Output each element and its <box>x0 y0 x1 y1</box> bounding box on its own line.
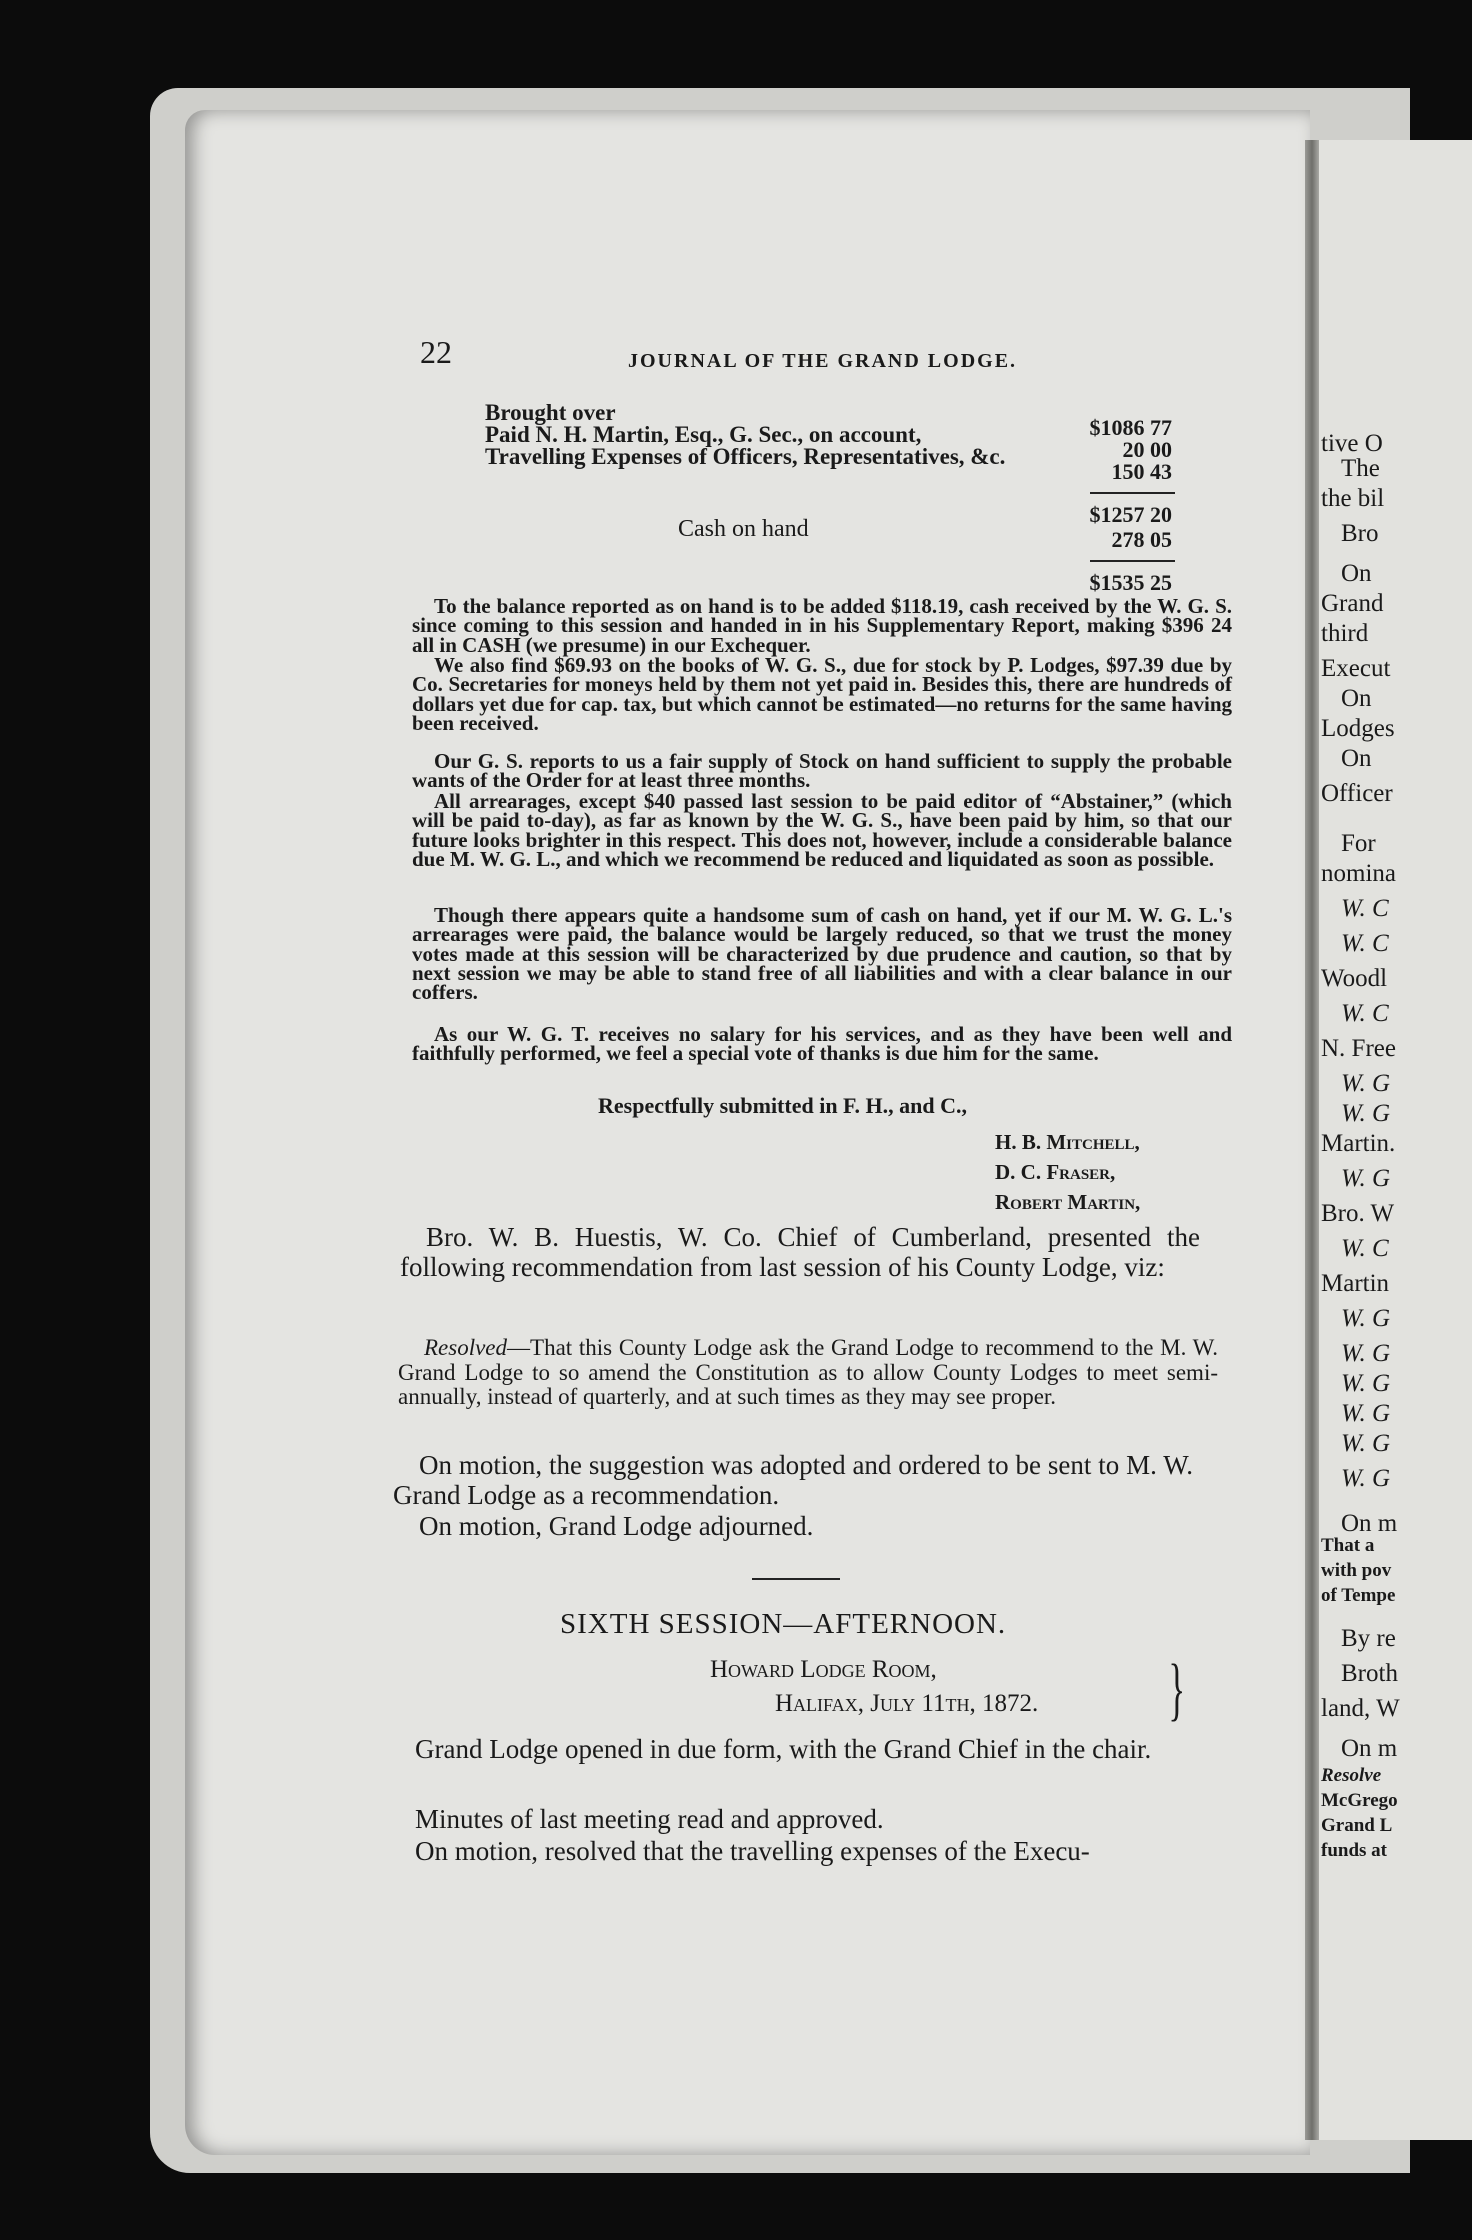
resolved-text: —That this County Lodge ask the Grand Lodge to recommend to the M. W. Grand Lodge to so amend the Constitution as to allow County Lodges to meet semi-annually, instead of quarterly, and at such times as they may see proper. <box>398 1335 1218 1409</box>
facing-page-line: McGrego <box>1321 1790 1398 1811</box>
resolved-paragraph <box>398 1336 1218 1410</box>
account-label: Travelling Expenses of Officers, Representatives, &c. <box>485 444 1006 469</box>
book-gutter <box>1305 140 1319 2140</box>
facing-page-line: W. G <box>1341 1165 1391 1192</box>
book-page-right <box>1319 140 1472 2140</box>
facing-page-line: Martin. <box>1321 1130 1396 1157</box>
facing-page-line: On m <box>1341 1735 1398 1762</box>
sum-rule <box>1090 492 1175 494</box>
facing-page-line: Resolve <box>1321 1765 1382 1786</box>
page-number: 22 <box>420 334 452 370</box>
facing-page-line: On <box>1341 745 1372 772</box>
facing-page-line: of Tempe <box>1321 1585 1396 1606</box>
report-paragraph: To the balance reported as on hand is to be added $118.19, cash received by the W. G. S. since coming to this session and handed in in his Supplementary Report, making $396 24 all in CASH (we presume) in our Exchequer. <box>412 594 1232 657</box>
facing-page-line: nomina <box>1321 860 1396 887</box>
account-amount: $1086 77 <box>1089 415 1172 440</box>
facing-page-line: Woodl <box>1321 965 1388 992</box>
facing-page-line: For <box>1341 830 1376 857</box>
facing-page-line: land, W <box>1321 1695 1400 1722</box>
resolved-label: Resolved <box>424 1335 508 1360</box>
report-paragraph: We also find $69.93 on the books of W. G. S., due for stock by P. Lodges, $97.39 due by Co. Secretaries for moneys held by them not yet paid in. Besides this, there are hundreds of dollars yet due for cap. tax, but which cannot be estimated—no returns for the same having been received. <box>412 653 1232 735</box>
facing-page-line: W. G <box>1341 1400 1391 1427</box>
signatory: Robert Martin, <box>995 1190 1141 1214</box>
facing-page-line: Martin <box>1321 1270 1390 1297</box>
facing-page-line: funds at <box>1321 1840 1387 1861</box>
session-paragraph: On motion, resolved that the travelling expenses of the Execu- <box>415 1836 1090 1866</box>
running-title: JOURNAL OF THE GRAND LODGE. <box>628 350 1018 372</box>
facing-page-line: Grand L <box>1321 1815 1393 1836</box>
cash-amount: 278 05 <box>1111 527 1172 552</box>
report-paragraph: Our G. S. reports to us a fair supply of Stock on hand sufficient to supply the probable wants of the Order for at least three months. <box>412 749 1232 793</box>
huestis-paragraph: Bro. W. B. Huestis, W. Co. Chief of Cumberland, presented the following recommendation from last session of his County Lodge, viz: <box>400 1222 1200 1282</box>
cash-label: Cash on hand <box>678 516 809 542</box>
total-amount: $1535 25 <box>1089 570 1172 595</box>
session-paragraph: Grand Lodge opened in due form, with the Grand Chief in the chair. <box>415 1734 1152 1764</box>
facing-page-line: W. G <box>1341 1070 1391 1097</box>
facing-page-line: The <box>1341 455 1380 482</box>
subtotal-amount: $1257 20 <box>1089 502 1172 527</box>
sum-rule <box>1090 560 1175 562</box>
place-line: Howard Lodge Room, <box>710 1656 937 1683</box>
facing-page-line: W. G <box>1341 1370 1391 1397</box>
report-paragraph: Though there appears quite a handsome sum of cash on hand, yet if our M. W. G. L.'s arrearages were paid, the balance would be largely reduced, so that we trust the money votes made at this session will be characterized by due prudence and caution, so that by next session we may be able to stand free of all liabilities and with a clear balance in our coffers. <box>412 903 1232 1005</box>
account-amount: 20 00 <box>1122 437 1172 462</box>
signatory: D. C. Fraser, <box>995 1160 1116 1184</box>
facing-page-line: That a <box>1321 1535 1375 1556</box>
report-paragraph: As our W. G. T. receives no salary for his services, and as they have been well and faithfully performed, we feel a special vote of thanks is due him for the same. <box>412 1022 1232 1066</box>
facing-page-line: W. C <box>1341 1000 1389 1027</box>
facing-page-line: Officer <box>1321 780 1393 807</box>
facing-page-line: third <box>1321 620 1369 647</box>
facing-page-line: W. C <box>1341 930 1389 957</box>
place-line: Halifax, July 11th, 1872. <box>775 1690 1039 1717</box>
facing-page-line: W. G <box>1341 1465 1391 1492</box>
facing-page-line: Bro. W <box>1321 1200 1395 1227</box>
facing-page-line: W. G <box>1341 1430 1391 1457</box>
facing-page-line: W. G <box>1341 1100 1391 1127</box>
account-label: Paid N. H. Martin, Esq., G. Sec., on account, <box>485 422 922 447</box>
account-amount: 150 43 <box>1111 459 1172 484</box>
facing-page-line: with pov <box>1321 1560 1392 1581</box>
session-heading: SIXTH SESSION—AFTERNOON. <box>560 1608 1007 1640</box>
facing-page-line: Bro <box>1341 520 1379 547</box>
facing-page-line: W. C <box>1341 895 1389 922</box>
facing-page-line: On <box>1341 560 1372 587</box>
account-label: Brought over <box>485 400 616 425</box>
facing-page-line: the bil <box>1321 485 1385 512</box>
facing-page-line: W. G <box>1341 1340 1391 1367</box>
signatory: H. B. Mitchell, <box>995 1130 1140 1154</box>
motion-paragraph: On motion, the suggestion was adopted and ordered to be sent to M. W. Grand Lodge as a recommendation. <box>393 1450 1193 1510</box>
facing-page-line: N. Free <box>1321 1035 1396 1062</box>
brace: } <box>1168 1651 1186 1728</box>
motion-paragraph: On motion, Grand Lodge adjourned. <box>419 1511 814 1541</box>
facing-page-line: On m <box>1341 1510 1398 1537</box>
section-divider <box>752 1578 840 1580</box>
facing-page-line: By re <box>1341 1625 1396 1652</box>
session-paragraph: Minutes of last meeting read and approved. <box>415 1804 884 1834</box>
facing-page-line: On <box>1341 685 1372 712</box>
closing-line: Respectfully submitted in F. H., and C., <box>598 1093 967 1118</box>
facing-page-line: Broth <box>1341 1660 1398 1687</box>
facing-page-line: Grand <box>1321 590 1384 617</box>
facing-page-line: W. G <box>1341 1305 1391 1332</box>
facing-page-line: Execut <box>1321 655 1391 682</box>
facing-page-line: W. C <box>1341 1235 1389 1262</box>
facing-page-line: tive O <box>1321 430 1383 457</box>
facing-page-line: Lodges <box>1321 715 1395 742</box>
report-paragraph: All arrearages, except $40 passed last session to be paid editor of “Abstainer,” (which will be paid to-day), as far as known by the W. G. S., have been paid by him, so that our future looks brighter in this respect. This does not, however, include a considerable balance due M. W. G. L., and which we recommend be reduced and liquidated as soon as possible. <box>412 789 1232 871</box>
